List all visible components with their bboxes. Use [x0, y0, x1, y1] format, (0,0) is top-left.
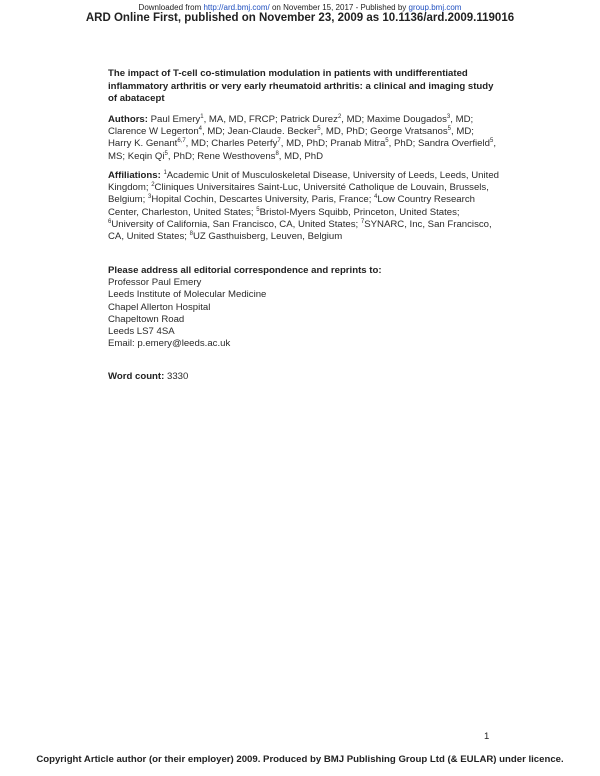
email-line[interactable]: Email: p.emery@leeds.ac.uk — [108, 338, 231, 350]
author-affiliation-mark: 6,7 — [177, 138, 186, 145]
address-line: Leeds LS7 4SA — [108, 326, 175, 338]
author-affiliation-mark: 4 — [198, 126, 202, 133]
author-affiliation-mark: 2 — [337, 113, 342, 120]
affiliation-text: Cliniques Universitaires Saint-Luc, Université Catholique de Louvain, Brussels, Belgium; — [108, 182, 489, 206]
online-first-header: ARD Online First, published on November 23, 2009 as 10.1136/ard.2009.119016 — [85, 12, 515, 24]
author-name: Charles Peterfy — [211, 138, 278, 150]
author-affiliation-mark: 8 — [275, 150, 279, 157]
affiliation-number: 1 — [163, 169, 167, 176]
author-degrees: PhD — [173, 150, 192, 162]
authors-label: Authors: — [108, 114, 148, 125]
affiliation-text: Hopital Cochin, Descartes University, Paris, France; — [151, 194, 372, 206]
author-name: Jean-Claude. Becker — [227, 126, 318, 138]
author-entry: Keqin Qi$^5$, PhD; — [127, 150, 195, 162]
author-entry: Maxime Dougados$^3$, MD; — [366, 113, 474, 125]
author-entry: George Vratsanos$^5$, MD; — [370, 126, 474, 138]
page-number: 1 — [484, 731, 490, 742]
author-name: Clarence W Legerton — [108, 126, 199, 138]
affiliation-entry — [145, 194, 371, 205]
affiliation-text: UZ Gasthuisberg, Leuven, Belgium — [192, 231, 343, 243]
author-affiliation-mark: 5 — [447, 126, 452, 133]
author-name: George Vratsanos — [370, 126, 448, 138]
affiliation-text: Low Country Research Center, Charleston, United States; — [108, 194, 475, 218]
publisher-group-link[interactable]: group.bmj.com — [408, 3, 462, 12]
affiliations-list — [108, 170, 499, 242]
author-degrees: MD, PhD — [284, 150, 324, 162]
article-title: The impact of T-cell co-stimulation modulation in patients with undifferentiated inflammatory arthritis or very early rheumatoid arthritis: a clinical and imaging study of abatacept — [108, 68, 494, 104]
author-affiliation-mark: 5 — [317, 126, 321, 133]
affiliations-block — [108, 170, 500, 243]
download-middle: on November 15, 2017 - Published by — [271, 3, 407, 12]
author-affiliation-mark: 5 — [385, 138, 389, 145]
author-affiliation-mark: 5 — [164, 150, 168, 157]
correspondence-block — [108, 265, 500, 350]
word-count — [108, 371, 500, 383]
author-degrees: MD — [455, 114, 471, 125]
author-name: Maxime Dougados — [366, 114, 447, 125]
affiliation-text: University of California, San Francisco, CA, United States; — [111, 218, 359, 230]
affiliation-text: Academic Unit of Musculoskeletal Disease, University of Leeds, Leeds, United Kingdom; — [108, 170, 499, 194]
author-affiliation-mark: 3 — [446, 113, 451, 120]
author-entry: Clarence W Legerton$^4$, MD; — [108, 126, 225, 138]
affiliation-entry — [254, 207, 460, 218]
affiliation-number: 4 — [374, 194, 378, 201]
author-entry: Jean-Claude. Becker$^5$, MD, PhD; — [227, 126, 368, 138]
author-degrees: MD — [191, 138, 206, 150]
affiliation-entry — [108, 219, 358, 230]
author-degrees: MA, MD, FRCP — [208, 114, 276, 125]
author-entry: Harry K. Genant$^{6,7}$, MD; — [108, 138, 209, 150]
author-degrees: MD — [346, 114, 362, 125]
author-affiliation-mark: 7 — [277, 138, 281, 145]
address-line: Chapeltown Road — [108, 313, 185, 325]
authors-block — [108, 114, 500, 163]
copyright-footer: Copyright Article author (or their employer) 2009. Produced by BMJ Publishing Group Ltd (& EULAR) under licence. — [36, 754, 564, 765]
affiliation-text: SYNARC, Inc, San Francisco, CA, United States; — [108, 218, 492, 243]
author-degrees: MD, PhD — [325, 126, 365, 138]
author-affiliation-mark: 5 — [489, 138, 494, 145]
author-name: Sandra Overfield — [417, 138, 490, 150]
affiliation-text: Bristol-Myers Squibb, Princeton, United States; — [259, 206, 460, 218]
correspondence-label: Please address all editorial correspondence and reprints to: — [108, 265, 382, 276]
affiliation-number: 8 — [189, 230, 193, 237]
author-entry: Paul Emery$^1$, MA, MD, FRCP; — [150, 113, 278, 125]
author-entry: Charles Peterfy$^7$, MD, PhD; — [211, 138, 328, 150]
author-name: Pranab Mitra — [330, 138, 386, 150]
author-name: Harry K. Genant — [108, 138, 178, 150]
address-line: Chapel Allerton Hospital — [108, 301, 211, 313]
download-prefix: Downloaded from — [138, 3, 202, 12]
author-degrees: MD — [207, 126, 223, 138]
address-line: Leeds Institute of Molecular Medicine — [108, 289, 267, 301]
author-degrees: MD — [456, 126, 472, 138]
authors-list — [108, 114, 496, 162]
affiliation-number: 6 — [108, 218, 112, 225]
word-count-label: Word count: — [108, 371, 165, 382]
author-name: Patrick Durez — [280, 114, 338, 125]
author-name: Rene Westhovens — [197, 150, 276, 162]
affiliation-number: 2 — [151, 182, 155, 189]
author-entry: Patrick Durez$^2$, MD; — [280, 113, 365, 125]
affiliations-label: Affiliations: — [108, 170, 161, 181]
word-count-value: 3330 — [166, 371, 189, 382]
affiliation-entry — [187, 231, 342, 242]
author-entry: Sandra Overfield$^5$, MS; — [108, 138, 496, 162]
author-name: Keqin Qi — [127, 150, 165, 162]
address-line: Professor Paul Emery — [108, 277, 202, 289]
affiliation-number: 7 — [360, 218, 365, 225]
author-affiliation-mark: 1 — [200, 113, 204, 120]
author-degrees: MS — [108, 150, 123, 162]
download-notice — [0, 3, 600, 12]
author-degrees: MD, PhD — [286, 138, 326, 150]
affiliation-number: 3 — [148, 194, 152, 201]
author-name: Paul Emery — [150, 114, 201, 125]
author-degrees: PhD — [393, 138, 413, 150]
affiliation-number: 5 — [256, 206, 260, 213]
author-entry: Pranab Mitra$^5$, PhD; — [330, 138, 416, 150]
ard-site-link[interactable]: http://ard.bmj.com/ — [203, 3, 270, 12]
author-entry: Rene Westhovens$^8$, MD, PhD — [197, 150, 324, 162]
